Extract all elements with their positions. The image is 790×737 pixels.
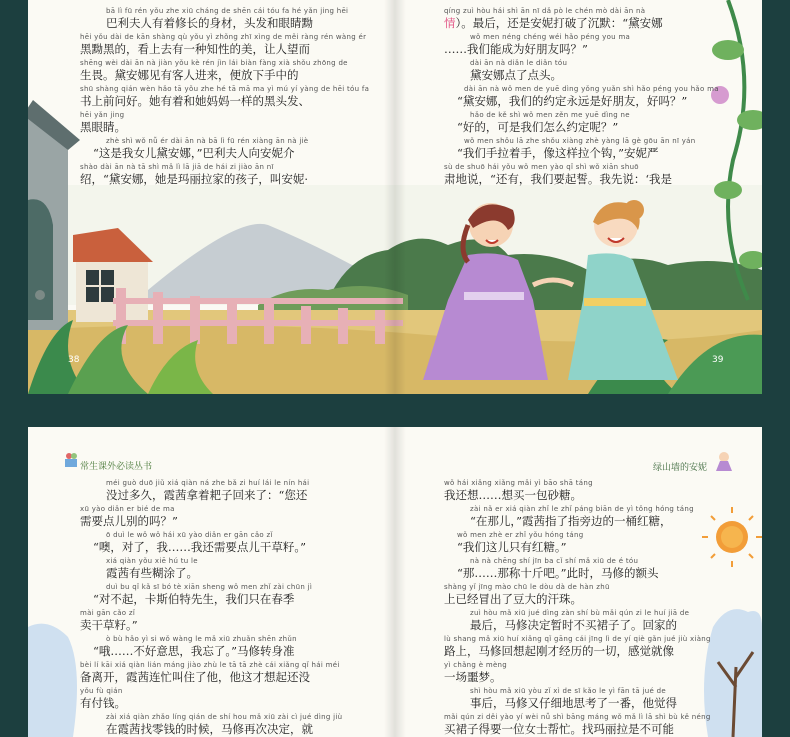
- hanzi-highlight: 情: [444, 16, 456, 30]
- hanzi: 买裙子得要一位女士帮忙。找玛丽拉是不可能: [444, 722, 674, 736]
- hanzi: 备离开，霞茜连忙叫住了他，他这才想起还没: [80, 670, 310, 684]
- hanzi: 书上前问好。她有着和她妈妈一样的黑头发、: [80, 94, 310, 108]
- right-page-text: [444, 479, 744, 737]
- text-line: [444, 111, 744, 137]
- hanzi: “这是我女儿黛安娜，”巴利夫人向安妮介: [93, 146, 295, 160]
- text-line: [80, 163, 390, 189]
- hanzi: 肃地说，“还有，我们要起誓。我先说：‘我是: [444, 172, 673, 186]
- pinyin: lù shang mǎ xiū huí xiǎng qǐ gāng cái jīng lì de yí qiè gǎn jué jiù xiàng: [444, 635, 711, 643]
- text-line: [444, 531, 744, 557]
- hanzi: [444, 16, 663, 31]
- pinyin: hēi yǎn jing: [80, 111, 125, 119]
- text-line: [444, 713, 744, 737]
- text-line: [80, 111, 390, 137]
- text-line: [80, 33, 390, 59]
- hanzi: 卖干草籽。”: [80, 618, 138, 632]
- text-line: [444, 59, 744, 85]
- text-line: [444, 163, 744, 189]
- page-number-right: 39: [712, 355, 724, 365]
- text-line: [80, 85, 390, 111]
- book-spread-top: [28, 0, 762, 394]
- pinyin: qíng zuì hòu hái shì ān nī dǎ pò le chén mò dài ān nà: [444, 7, 646, 15]
- pinyin: xiá qiàn yǒu xiē hú tu le: [106, 557, 198, 565]
- left-page-text: [80, 479, 390, 737]
- text-line: [444, 609, 744, 635]
- text-line: [80, 557, 390, 583]
- hanzi: 我还想……想买一包砂糖。: [444, 488, 582, 502]
- pinyin: dài ān nà wǒ men de yuē dìng yǒng yuǎn shì hǎo péng you hǎo ma: [464, 85, 719, 93]
- hanzi: 黑眼睛。: [80, 120, 126, 134]
- hanzi: “好的，可是我们怎么约定呢？”: [457, 120, 619, 134]
- pinyin: méi guò duō jiǔ xiá qiàn ná zhe bǎ zi huí lái le nín hái: [106, 479, 310, 487]
- pinyin: ō duì le wǒ wǒ hái xū yào diǎn er gān cǎo zǐ: [106, 531, 273, 539]
- hanzi: “我们手拉着手，像这样拉个钩，”安妮严: [457, 146, 659, 160]
- hanzi-rest: ）。最后，还是安妮打破了沉默：“黛安娜: [455, 16, 663, 30]
- text-line: [444, 33, 744, 59]
- pinyin: bā lì fū rén yǒu zhe xiū cháng de shēn cái tóu fa hé yǎn jing hēi: [106, 7, 349, 15]
- hanzi: 黛安娜点了点头。: [470, 68, 562, 82]
- pinyin: dài ān nà diǎn le diǎn tóu: [470, 59, 568, 67]
- pinyin: wǒ men néng chéng wéi hǎo péng you ma: [470, 33, 631, 41]
- hanzi: “哦……不好意思，我忘了。”马修转身准: [93, 644, 295, 658]
- hanzi: “黛安娜，我们的约定永远是好朋友，好吗？”: [457, 94, 688, 108]
- basket-icon: [65, 453, 77, 467]
- hanzi: 路上，马修回想起刚才经历的一切，感觉就像: [444, 644, 674, 658]
- text-line: [444, 661, 744, 687]
- hanzi: 有付钱。: [80, 696, 126, 710]
- pinyin: hēi yǒu dài de kān shàng qù yǒu yì zhǒng zhī xìng de měi ràng rén wàng ér: [80, 33, 367, 41]
- hanzi: “我们这儿只有红糖。”: [457, 540, 567, 554]
- pinyin: yì chǎng è mèng: [444, 661, 508, 669]
- hanzi: 霞茜有些糊涂了。: [106, 566, 198, 580]
- pinyin: hǎo de kě shì wǒ men zěn me yuē dìng ne: [470, 111, 630, 119]
- text-line: [80, 531, 390, 557]
- hanzi: 没过多久，霞茜拿着耙子回来了：“您还: [106, 488, 308, 502]
- hanzi: 生畏。黛安娜见有客人进来，便放下手中的: [80, 68, 299, 82]
- hanzi: 在霞茜找零钱的时候，马修再次决定，就: [106, 722, 313, 736]
- pinyin: bèi lí kāi xiá qiàn lián máng jiào zhù le tā tā zhè cái xiǎng qǐ hái méi: [80, 661, 340, 669]
- text-line: [444, 635, 744, 661]
- text-line: [80, 635, 390, 661]
- text-line: [444, 557, 744, 583]
- hanzi: “对不起，卡斯伯特先生，我们只在春季: [93, 592, 295, 606]
- hanzi: 需要点儿别的吗？”: [80, 514, 178, 528]
- pinyin: mài gān cǎo zǐ: [80, 609, 136, 617]
- hanzi: 一场噩梦。: [444, 670, 502, 684]
- text-line: [444, 85, 744, 111]
- text-line: [80, 137, 390, 163]
- text-line: [80, 609, 390, 635]
- pinyin: zhè shì wǒ nǚ ér dài ān nà bā lì fū rén xiàng ān nà jiè: [106, 137, 309, 145]
- pinyin: zài xiá qiàn zhǎo líng qián de shí hou mǎ xiū zài cì jué dìng jiù: [106, 713, 343, 721]
- pinyin: shào dài ān nà tā shì mǎ lì lā jiā de hái zi jiào ān nī: [80, 163, 274, 171]
- hanzi: “噢，对了，我……我还需要点儿干草籽。”: [93, 540, 307, 554]
- text-line: [444, 479, 744, 505]
- pinyin: nà nà chēng shí jīn ba cǐ shí mǎ xiū de é tóu: [470, 557, 639, 565]
- pinyin: duì bu qǐ kǎ sī bó tè xiān sheng wǒ men zhǐ zài chūn jì: [106, 583, 313, 591]
- text-line: [80, 59, 390, 85]
- hanzi: 绍，“黛安娜，她是玛丽拉家的孩子，叫安妮·: [80, 172, 309, 186]
- pinyin: xū yào diǎn er bié de ma: [80, 505, 175, 513]
- hanzi: 最后，马修决定暂时不买裙子了。回家的: [470, 618, 677, 632]
- text-line: [80, 505, 390, 531]
- text-line: [444, 687, 744, 713]
- hanzi: ……我们能成为好朋友吗？”: [444, 42, 588, 56]
- pinyin: ò bù hǎo yì si wǒ wàng le mǎ xiū zhuǎn shēn zhǔn: [106, 635, 297, 643]
- hanzi: 巴利夫人有着修长的身材，头发和眼睛黝: [106, 16, 313, 30]
- page-number-left: 38: [68, 355, 80, 365]
- pinyin: shàng yǐ jīng mào chū le dòu dà de hàn zhū: [444, 583, 610, 591]
- left-page-text: [80, 7, 390, 189]
- hanzi: 事后，马修又仔细地思考了一番，他觉得: [470, 696, 677, 710]
- pinyin: wǒ men shǒu lā zhe shǒu xiàng zhè yàng lā gè gōu ān nī yán: [464, 137, 696, 145]
- hanzi: 上已经冒出了豆大的汗珠。: [444, 592, 582, 606]
- text-line: [80, 661, 390, 687]
- text-line: [444, 505, 744, 531]
- text-line: [80, 479, 390, 505]
- hanzi: 黑黝黑的，看上去有一种知性的美，让人望而: [80, 42, 310, 56]
- pinyin: sù de shuō hái yǒu wǒ men yào qǐ shì wǒ xiān shuō: [444, 163, 639, 171]
- right-page-text: [444, 7, 744, 189]
- pinyin: wǒ hái xiǎng xiǎng mǎi yì bāo shā táng: [444, 479, 593, 487]
- pinyin: mǎi qún zi děi yào yí wèi nǚ shì bāng máng wǒ mǎ lì lā shì bù kě néng: [444, 713, 711, 721]
- pinyin: shì hòu mǎ xiū yòu zǐ xì de sī kǎo le yì fān tā jué de: [470, 687, 666, 695]
- pinyin: zài nǎ er xiá qiàn zhǐ le zhǐ páng biān de yì tǒng hóng táng: [470, 505, 694, 513]
- text-line: [444, 583, 744, 609]
- text-line: [444, 7, 744, 33]
- pinyin: zuì hòu mǎ xiū jué dìng zàn shí bù mǎi qún zi le huí jiā de: [470, 609, 690, 617]
- pinyin: shū shàng qián wèn hǎo tā yǒu zhe hé tā mā ma yì mú yí yàng de hēi tóu fa: [80, 85, 370, 93]
- text-line: [80, 713, 390, 737]
- hanzi: “在那儿，”霞茜指了指旁边的一桶红糖，: [470, 514, 672, 528]
- text-line: [444, 137, 744, 163]
- hanzi: “那……那称十斤吧。”此时，马修的额头: [457, 566, 659, 580]
- text-line: [80, 687, 390, 713]
- book-spread-bottom: [28, 427, 762, 737]
- book-title: 绿山墙的安妮: [653, 463, 708, 473]
- text-line: [80, 583, 390, 609]
- pinyin: wǒ men zhè er zhǐ yǒu hóng táng: [457, 531, 584, 539]
- girl-icon: [716, 452, 732, 471]
- text-line: [80, 7, 390, 33]
- pinyin: shēng wèi dài ān nà jiàn yǒu kè rén jìn lái biàn fàng xià shǒu zhōng de: [80, 59, 348, 67]
- pinyin: yǒu fù qián: [80, 687, 123, 695]
- series-title: 常生课外必读丛书: [80, 462, 153, 472]
